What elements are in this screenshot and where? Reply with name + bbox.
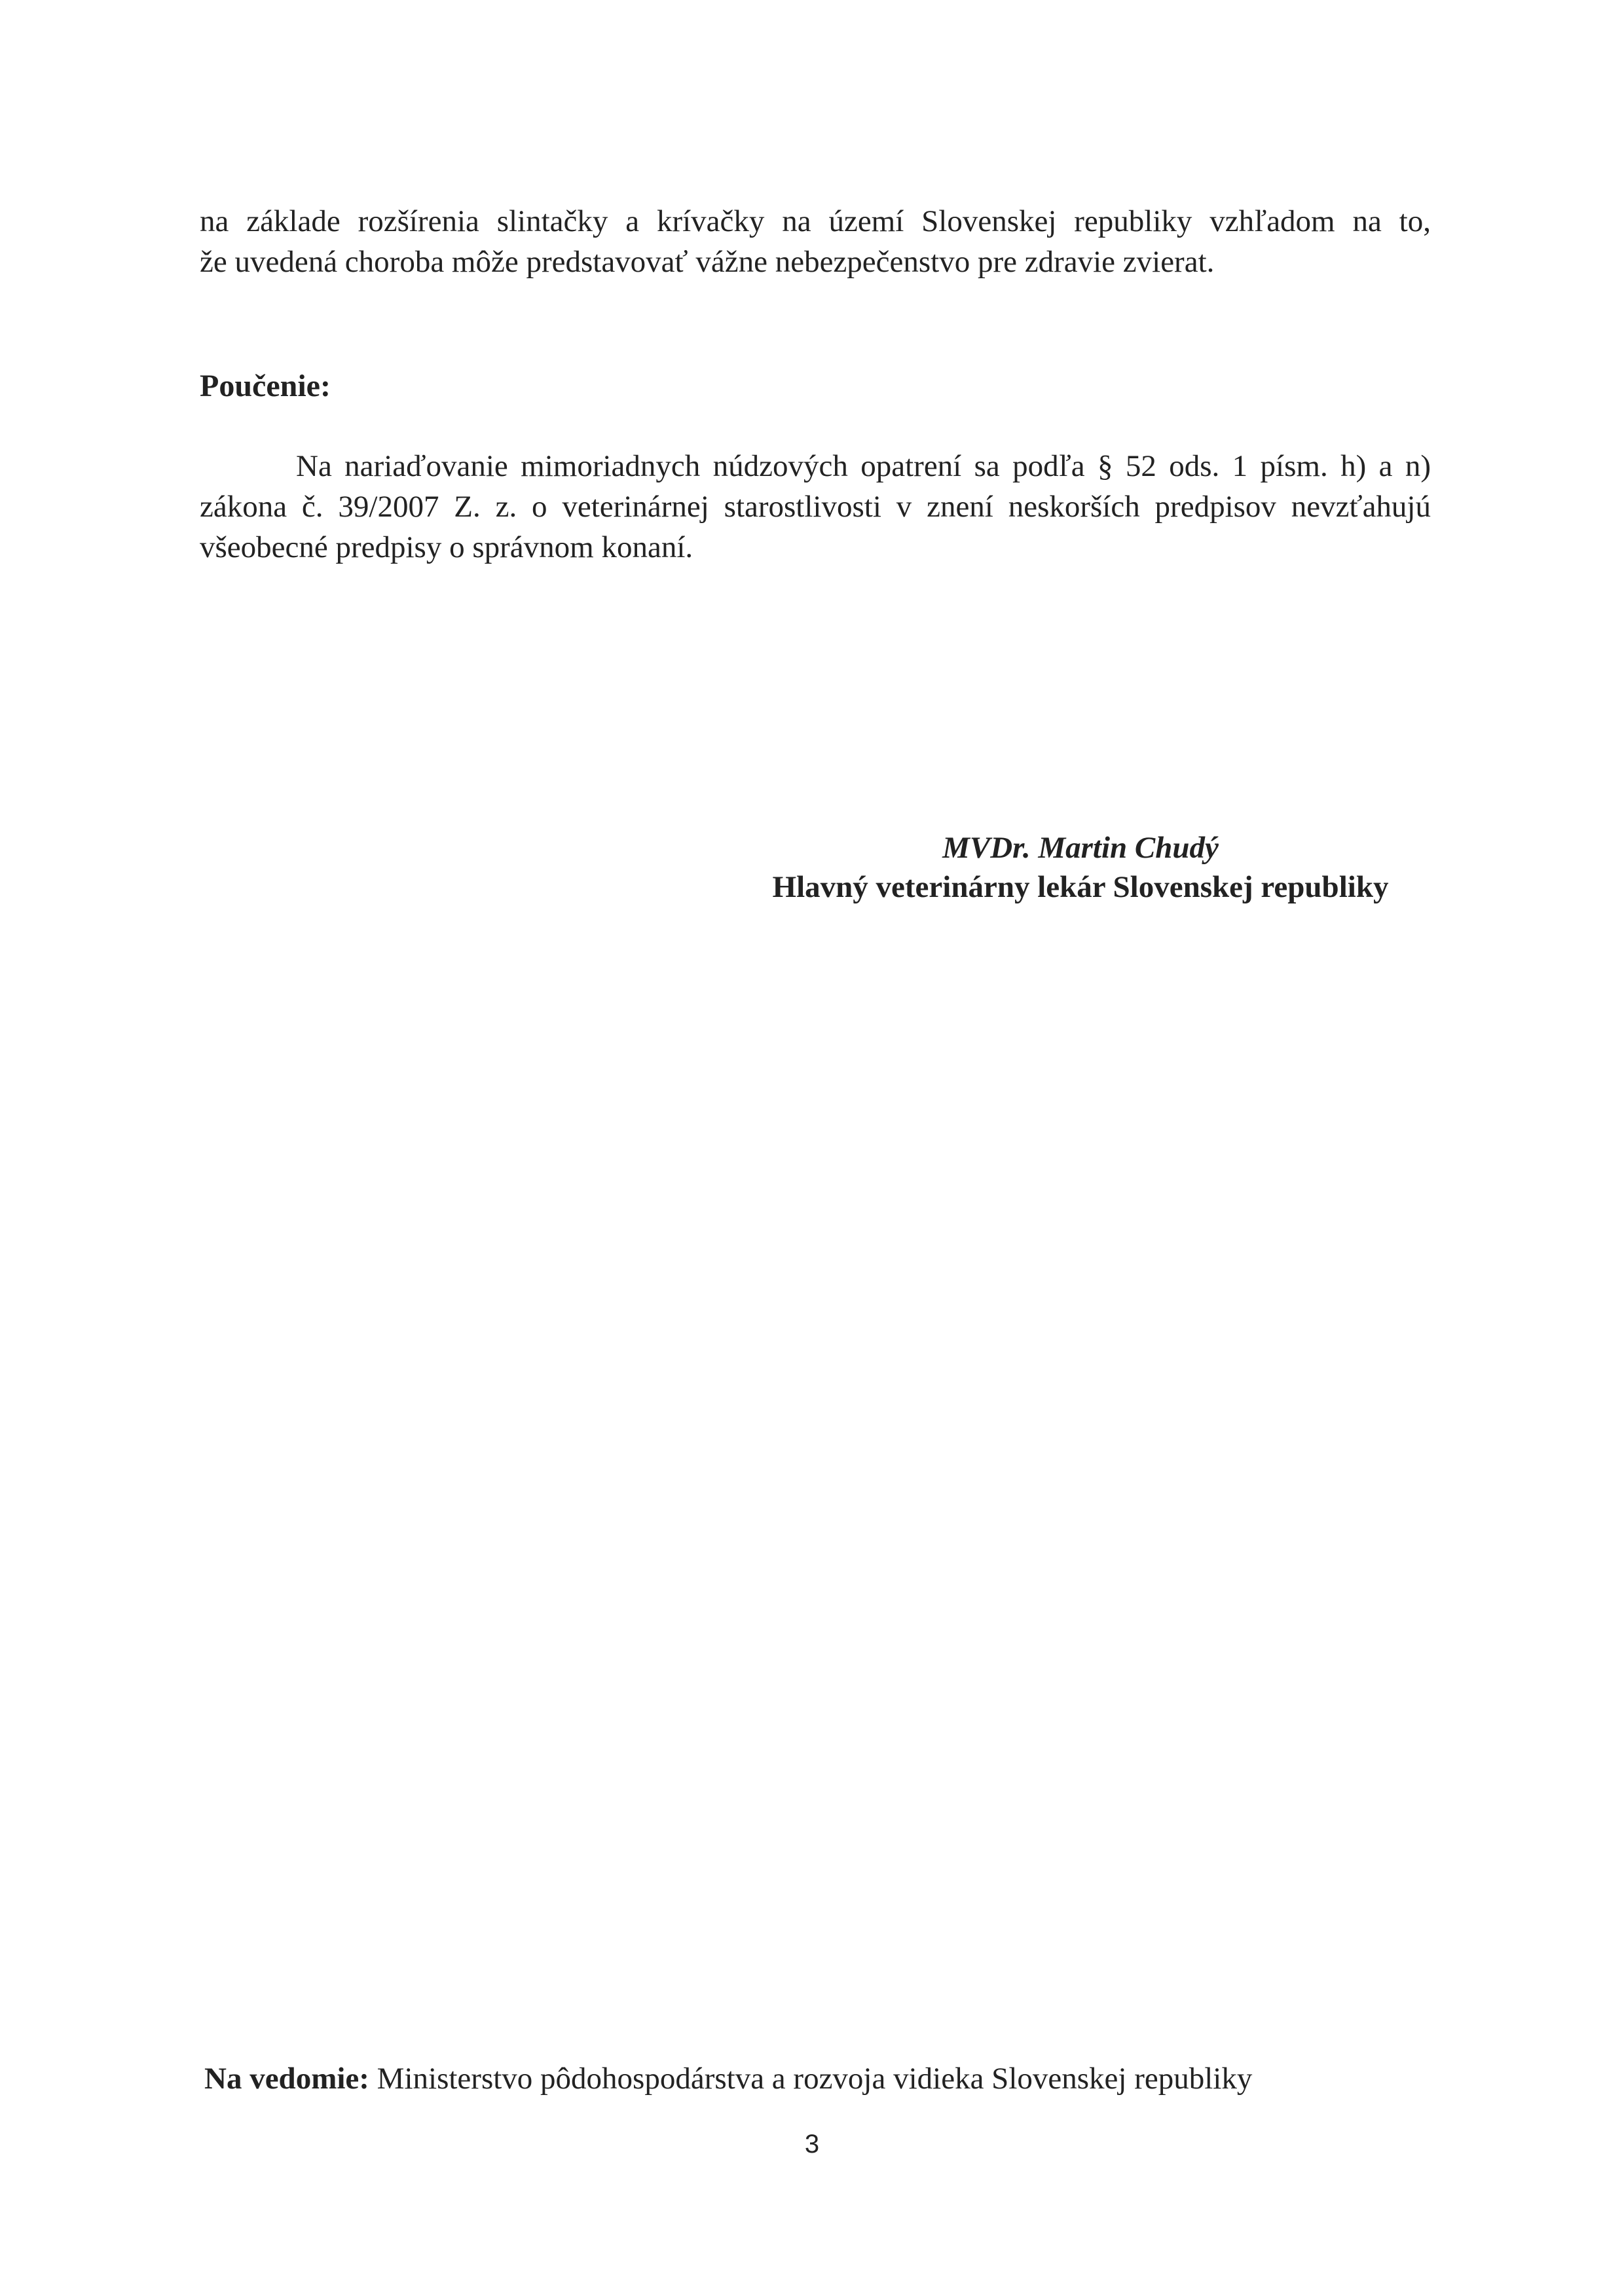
page-number: 3 <box>804 2130 820 2159</box>
intro-line-2: že uvedená choroba môže predstavovať vážne nebezpečenstvo pre zdravie zvierat. <box>200 245 1215 279</box>
instruction-line-2: zákona č. 39/2007 Z. z. o veterinárnej starostlivosti v znení neskorších predpisov nevzťahujú <box>200 490 1431 524</box>
signature-name: MVDr. Martin Chudý <box>942 831 1219 865</box>
notice-text: Ministerstvo pôdohospodárstva a rozvoja vidieka Slovenskej republiky <box>369 2062 1253 2096</box>
instruction-line-3: všeobecné predpisy o správnom konaní. <box>200 530 693 564</box>
instruction-line-1: Na nariaďovanie mimoriadnych núdzových opatrení sa podľa § 52 ods. 1 písm. h) a n) <box>296 449 1431 483</box>
intro-line-1: na základe rozšírenia slintačky a krívačky na území Slovenskej republiky vzhľadom na to, <box>200 204 1431 238</box>
notice-line <box>204 2059 1252 2098</box>
signature-title: Hlavný veterinárny lekár Slovenskej republiky <box>772 870 1389 904</box>
notice-label: Na vedomie: <box>204 2062 369 2096</box>
instruction-heading: Poučenie: <box>200 369 331 403</box>
